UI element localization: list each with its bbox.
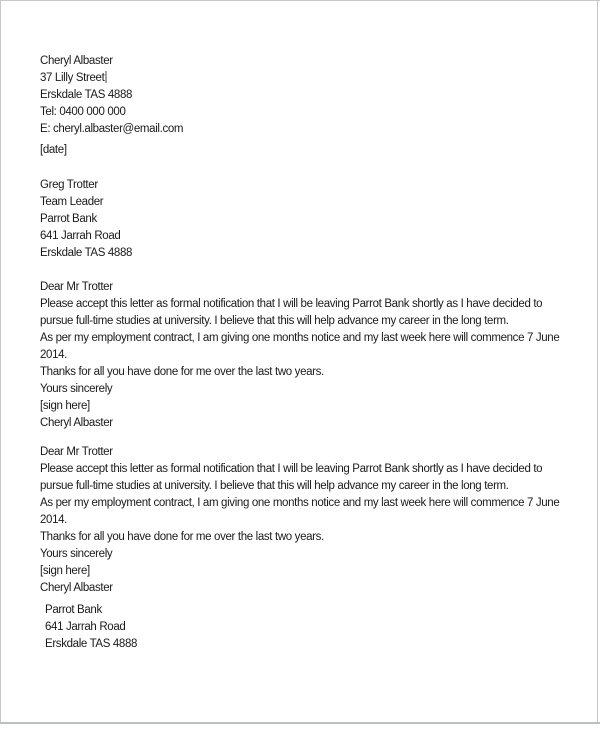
letter-body-first-block	[40, 279, 592, 432]
text-line[interactable]: 641 Jarrah Road	[45, 621, 126, 633]
text-line[interactable]: [sign here]	[40, 565, 90, 577]
page-border-top	[0, 0, 600, 1]
page-border-bottom	[0, 722, 600, 724]
text-line[interactable]: 2014.	[40, 514, 68, 526]
letter-body-duplicate-block	[40, 444, 592, 597]
text-line[interactable]: Please accept this letter as formal notification that I will be leaving Parrot Bank shortly as I have decided to	[40, 298, 543, 310]
letter-content	[40, 53, 592, 653]
text-line[interactable]: Tel: 0400 000 000	[40, 106, 126, 118]
text-line[interactable]: Yours sincerely	[40, 548, 113, 560]
text-line[interactable]: Cheryl Albaster	[40, 417, 113, 429]
text-line[interactable]: 2014.	[40, 349, 68, 361]
text-line[interactable]: Dear Mr Trotter	[40, 281, 113, 293]
text-line[interactable]: Dear Mr Trotter	[40, 446, 113, 458]
text-line[interactable]: Parrot Bank	[40, 213, 97, 225]
text-line[interactable]: As per my employment contract, I am giving one months notice and my last week here will commence 7 June	[40, 497, 560, 509]
text-line[interactable]: Thanks for all you have done for me over the last two years.	[40, 531, 324, 543]
text-line[interactable]: Team Leader	[40, 196, 104, 208]
text-line[interactable]: Greg Trotter	[40, 179, 98, 191]
text-line[interactable]: Erskdale TAS 4888	[40, 247, 133, 259]
text-line[interactable]: As per my employment contract, I am giving one months notice and my last week here will commence 7 June	[40, 332, 560, 344]
text-line[interactable]: Parrot Bank	[45, 604, 102, 616]
text-line[interactable]: 37 Lilly Street	[40, 70, 592, 87]
text-line[interactable]: Erskdale TAS 4888	[40, 89, 133, 101]
text-cursor	[105, 71, 107, 83]
text-line[interactable]: pursue full-time studies at university. I believe that this will help advance my career in the long term.	[40, 480, 509, 492]
text-line[interactable]: 641 Jarrah Road	[40, 230, 121, 242]
sender-address-block	[40, 53, 592, 138]
text-line[interactable]: Please accept this letter as formal notification that I will be leaving Parrot Bank shortly as I have decided to	[40, 463, 543, 475]
text-line[interactable]: [sign here]	[40, 400, 90, 412]
text-line[interactable]: Erskdale TAS 4888	[45, 638, 138, 650]
recipient-address-block	[40, 177, 592, 262]
closing-address-block	[45, 602, 592, 653]
page-border-left	[0, 0, 1, 723]
date-placeholder-block	[40, 142, 592, 159]
text-line[interactable]: pursue full-time studies at university. I believe that this will help advance my career in the long term.	[40, 315, 509, 327]
page-border-right	[597, 0, 598, 723]
text-line[interactable]: [date]	[40, 144, 67, 156]
text-line[interactable]: Cheryl Albaster	[40, 55, 113, 67]
text-line[interactable]: Yours sincerely	[40, 383, 113, 395]
text-line[interactable]: E: cheryl.albaster@email.com	[40, 123, 184, 135]
text-line[interactable]: Thanks for all you have done for me over the last two years.	[40, 366, 324, 378]
text-line[interactable]: Cheryl Albaster	[40, 582, 113, 594]
